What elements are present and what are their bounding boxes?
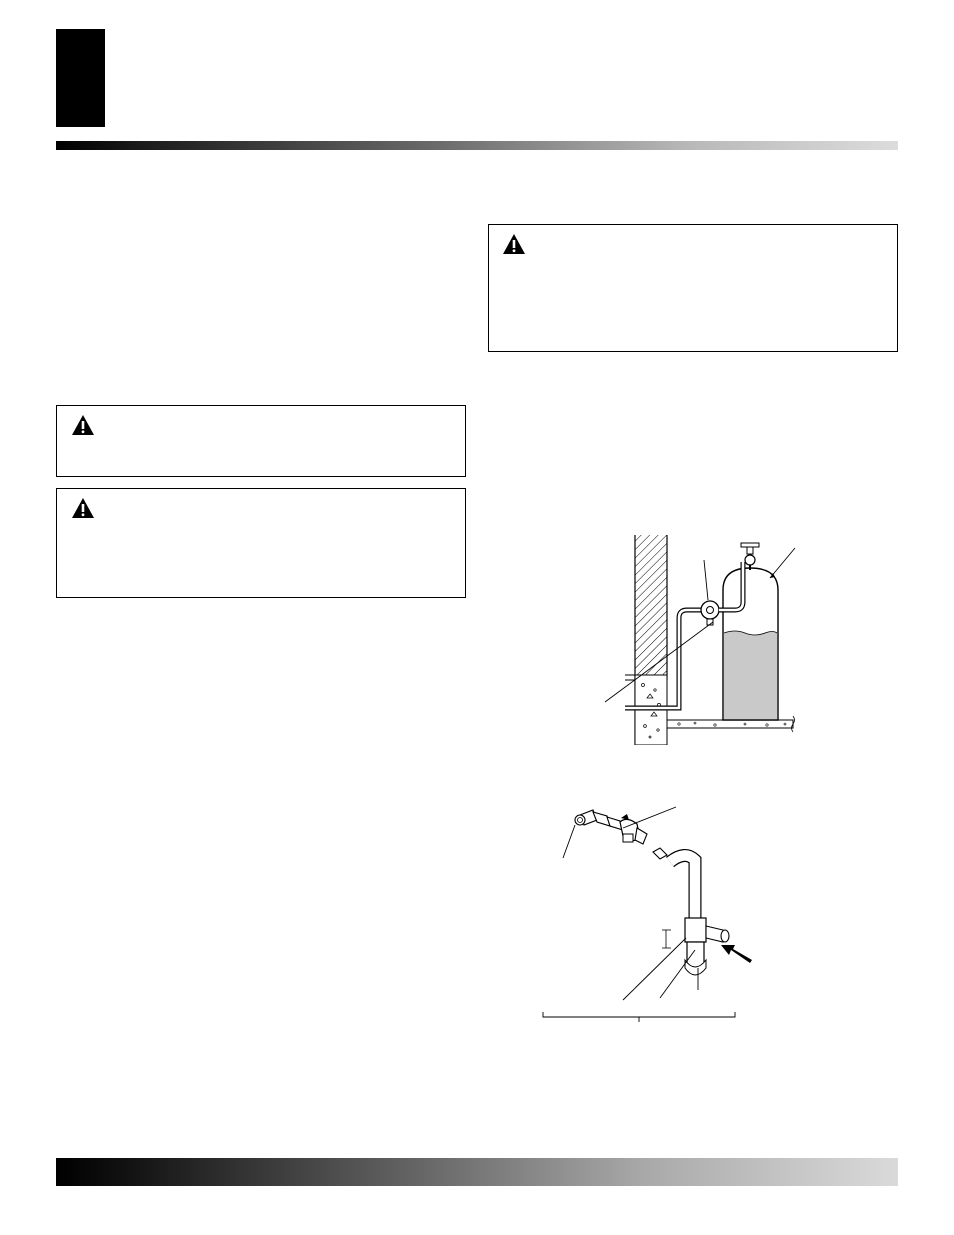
tee-fitting	[685, 918, 706, 942]
callout-tee	[623, 938, 686, 1000]
warning-box-left-1	[56, 405, 466, 477]
warning-triangle-icon	[71, 414, 95, 436]
warning-triangle-icon	[71, 497, 95, 519]
wall-hatch	[635, 535, 667, 680]
shutoff-valve	[620, 814, 647, 844]
callout-valve	[623, 807, 676, 828]
warning-box-top-right	[488, 224, 898, 352]
callout-fitting	[563, 825, 575, 858]
callout-nipple	[660, 950, 695, 998]
footer-gradient-bar	[56, 1158, 898, 1186]
propane-tank-figure	[595, 530, 810, 745]
callout-tank	[770, 548, 795, 578]
ground-slab	[667, 720, 793, 728]
shutoff-valve-figure	[535, 800, 755, 1022]
warning-triangle-icon	[502, 233, 526, 255]
page-section-tab	[56, 29, 105, 127]
tank-valve	[745, 555, 755, 565]
callout-regulator	[704, 560, 708, 600]
header-gradient-bar	[56, 141, 898, 150]
liquid-level	[724, 631, 777, 719]
gas-flow-arrow	[721, 945, 752, 963]
warning-box-left-2	[56, 488, 466, 598]
figure-bracket	[543, 1012, 735, 1017]
